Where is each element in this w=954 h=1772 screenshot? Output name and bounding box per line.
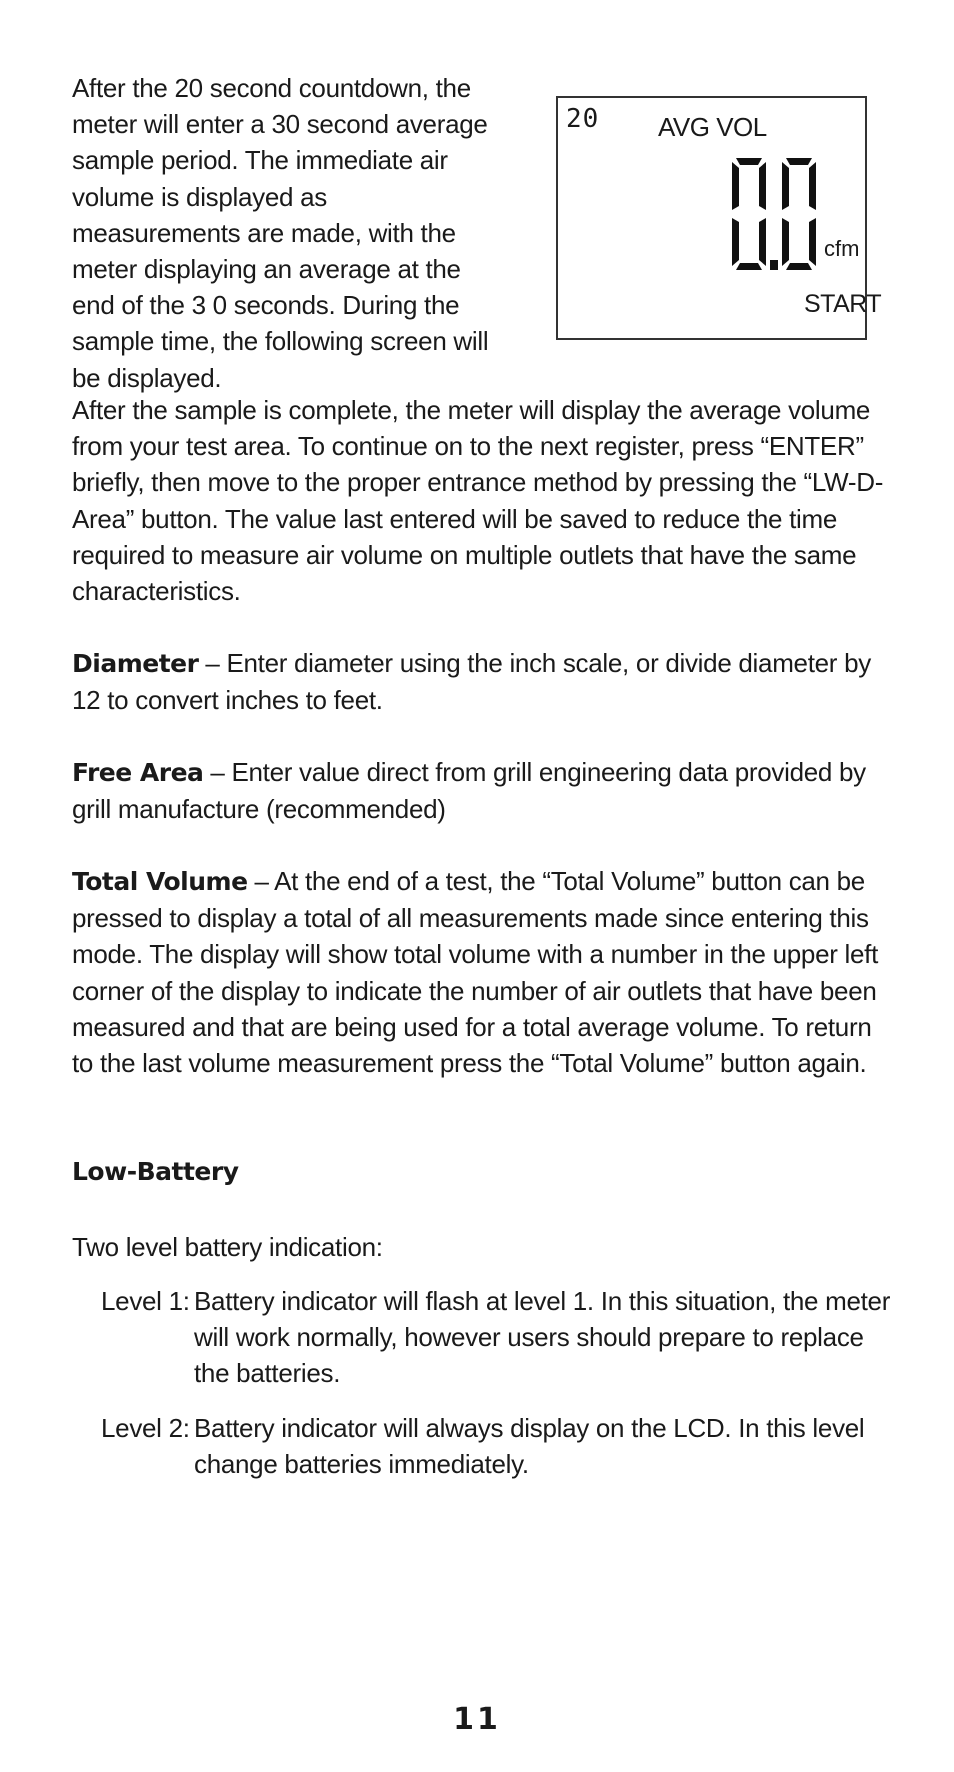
total-volume-paragraph <box>72 863 892 1081</box>
level-label: Level 2: <box>101 1413 190 1443</box>
free-area-paragraph <box>72 754 892 827</box>
level-text: Battery indicator will always display on the LCD. In this level change batteries immediately. <box>194 1413 865 1480</box>
lcd-mode-label: AVG VOL <box>658 112 767 142</box>
level-label: Level 1: <box>101 1286 190 1316</box>
after-sample-paragraph: After the sample is complete, the meter will display the average volume from your test area. To continue on to the next register, press “ENTER” briefly, then move to the proper entrance method by pressing the “LW-D-Area” button. The value last entered will be saved to reduce the time required to measure air volume on multiple outlets that have the same characteristics. <box>72 395 884 607</box>
lcd-seven-segment-value <box>728 154 820 274</box>
diameter-text: – Enter diameter using the inch scale, or divide diameter by 12 to convert inches to feet. <box>72 648 871 716</box>
free-area-term: Free Area <box>72 758 204 787</box>
level-text: Battery indicator will flash at level 1. In this situation, the meter will work normally, however users should prepare to replace the batteries. <box>194 1286 891 1389</box>
lcd-display <box>556 96 882 340</box>
battery-intro: Two level battery indication: <box>72 1232 383 1262</box>
diameter-term: Diameter <box>72 649 199 678</box>
lcd-countdown: 20 <box>566 104 600 134</box>
battery-level-1 <box>101 1283 891 1392</box>
diameter-paragraph <box>72 645 892 718</box>
total-volume-term: Total Volume <box>72 867 248 896</box>
intro-paragraph: After the 20 second countdown, the meter will enter a 30 second average sample period. The immediate air volume is displayed as measurements are made, with the meter displaying an average at the end of the 3 0 seconds. During the sample time, the following screen will be displayed. <box>72 73 489 393</box>
low-battery-heading: Low-Battery <box>72 1157 239 1186</box>
lcd-status: START <box>804 290 882 318</box>
page-number: 11 <box>453 1702 501 1737</box>
lcd-value-text <box>558 98 559 99</box>
total-volume-text: – At the end of a test, the “Total Volume” button can be pressed to display a total of all measurements made since entering this mode. The display will show total volume with a number in the upper left corner of the display to indicate the number of air outlets that have been measured and that are being used for a total average volume. To return to the last volume measurement press the “Total Volume” button again. <box>72 866 879 1079</box>
free-area-text: – Enter value direct from grill engineering data provided by grill manufacture (recommended) <box>72 757 866 825</box>
lcd-unit: cfm <box>824 236 860 261</box>
battery-level-2 <box>101 1410 891 1482</box>
